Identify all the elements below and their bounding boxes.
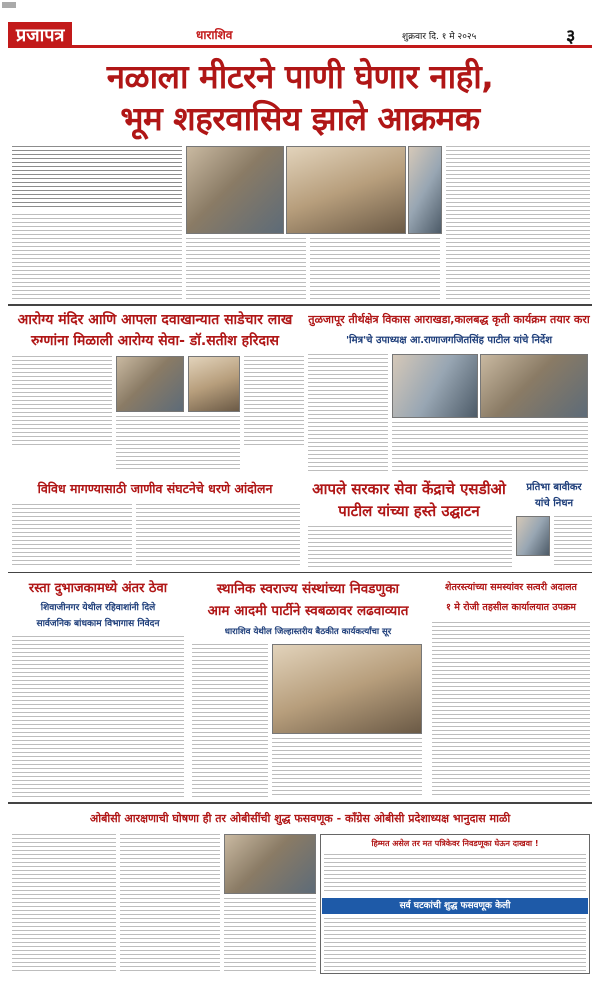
story10-headline: हिम्मत असेल तर मत पत्रिकेवर निवडणूका घेऊन दाखवा !	[371, 839, 539, 848]
story8-headline-2: १ मे रोजी तहसील कार्यालयात उपक्रम	[446, 602, 576, 613]
story7-headline-2: आम आदमी पार्टीने स्वबळावर लढवाव्यात	[207, 603, 409, 619]
dateline: शुक्रवार दि. १ मे २०२५	[402, 32, 477, 42]
lead-headline-1: नळाला मीटरने पाणी घेणार नाही,	[106, 57, 494, 96]
lead-photo-3	[408, 146, 442, 234]
story7-body-1	[192, 644, 268, 798]
section-name: धाराशिव	[196, 28, 233, 42]
lead-intro-text	[12, 146, 182, 210]
masthead-bar	[8, 22, 592, 48]
story2-headline-2: रुग्णांना मिळाली आरोग्य सेवा- डॉ.सतीश हरिदास	[31, 333, 279, 349]
lead-photo-1	[186, 146, 284, 234]
lead-body-text-3	[310, 238, 440, 300]
obit-body	[554, 516, 592, 568]
story2-headline-1: आरोग्य मंदिर आणि आपला दवाखान्यात साडेचार लाख	[17, 312, 293, 328]
story8-headline-1: शेतरस्त्यांच्या समस्यांवर सत्वरी अदालत	[445, 582, 577, 593]
story9-body-3	[224, 898, 316, 974]
story5-headline-2: पाटील यांच्या हस्ते उद्घाटन	[338, 502, 480, 520]
lead-divider	[8, 304, 592, 306]
middle-divider	[8, 572, 592, 573]
story9-headline: ओबीसी आरक्षणाची घोषणा ही तर ओबीसींची शुद्ध फसवणूक - काँग्रेस ओबीसी प्रदेशाध्यक्ष भानुदास माळी	[89, 812, 511, 825]
story6-subhead-2: सार्वजनिक बांधकाम विभागास निवेदन	[36, 619, 160, 629]
story9-body-1	[12, 834, 116, 974]
obit-headline-2: यांचे निधन	[534, 498, 574, 509]
story4-body	[12, 504, 132, 568]
story9-photo	[224, 834, 316, 894]
story2-body-3	[116, 416, 240, 472]
story10-body	[324, 854, 586, 894]
story2-body-1	[12, 356, 112, 448]
lead-body-text-2	[186, 238, 306, 300]
story6-headline: रस्ता दुभाजकामध्ये अंतर ठेवा	[28, 581, 168, 596]
lead-photo-2	[286, 146, 406, 234]
story11-headline: सर्व घटकांची शुद्ध फसवणूक केली	[399, 901, 511, 911]
lead-body-text-4	[446, 146, 590, 300]
lead-headline-2: भूम शहरवासिय झाले आक्रमक	[120, 99, 480, 138]
story4-body-2	[136, 504, 300, 568]
print-mark-top	[2, 2, 16, 8]
story3-photo-2	[480, 354, 588, 418]
story3-subhead: 'मित्र'चे उपाध्यक्ष आ.राणाजगजितसिंह पाटील यांचे निर्देश	[345, 335, 553, 346]
story3-photo	[392, 354, 478, 418]
lead-body-text-1	[12, 214, 182, 300]
obit-photo	[516, 516, 550, 556]
obit-headline-1: प्रतिभा बावीकर	[526, 482, 582, 493]
story7-headline-1: स्थानिक स्वराज्य संस्थांच्या निवडणुका	[216, 581, 400, 597]
story7-body-2	[272, 738, 422, 798]
bottom-divider	[8, 802, 592, 804]
story3-headline: तुळजापूर तीर्थक्षेत्र विकास आराखडा,कालबद्ध कृती कार्यक्रम तयार करा	[308, 313, 590, 326]
story2-body-2	[244, 356, 304, 448]
story5-body	[308, 526, 512, 568]
story3-body-1	[308, 354, 388, 472]
story2-photo-2	[188, 356, 240, 412]
story8-body	[432, 622, 590, 798]
story7-photo	[272, 644, 422, 734]
story5-headline-1: आपले सरकार सेवा केंद्राचे एसडीओ	[312, 480, 506, 498]
page-number: ३	[566, 26, 576, 47]
story4-headline: विविध मागण्यासाठी जाणीव संघटनेचे धरणे आंदोलन	[37, 481, 273, 496]
story9-body-2	[120, 834, 220, 974]
story7-subhead: धाराशिव येथील जिल्हास्तरीय बैठकीत कार्यकर्त्यांचा सूर	[224, 627, 392, 637]
story11-body	[324, 918, 586, 972]
newspaper-logo: प्रजापत्र	[8, 22, 72, 46]
story3-body-2	[392, 422, 588, 472]
story6-subhead-1: शिवाजीनगर येथील रहिवाशांनी दिले	[40, 603, 156, 613]
story6-body	[12, 636, 184, 798]
story2-photo	[116, 356, 184, 412]
